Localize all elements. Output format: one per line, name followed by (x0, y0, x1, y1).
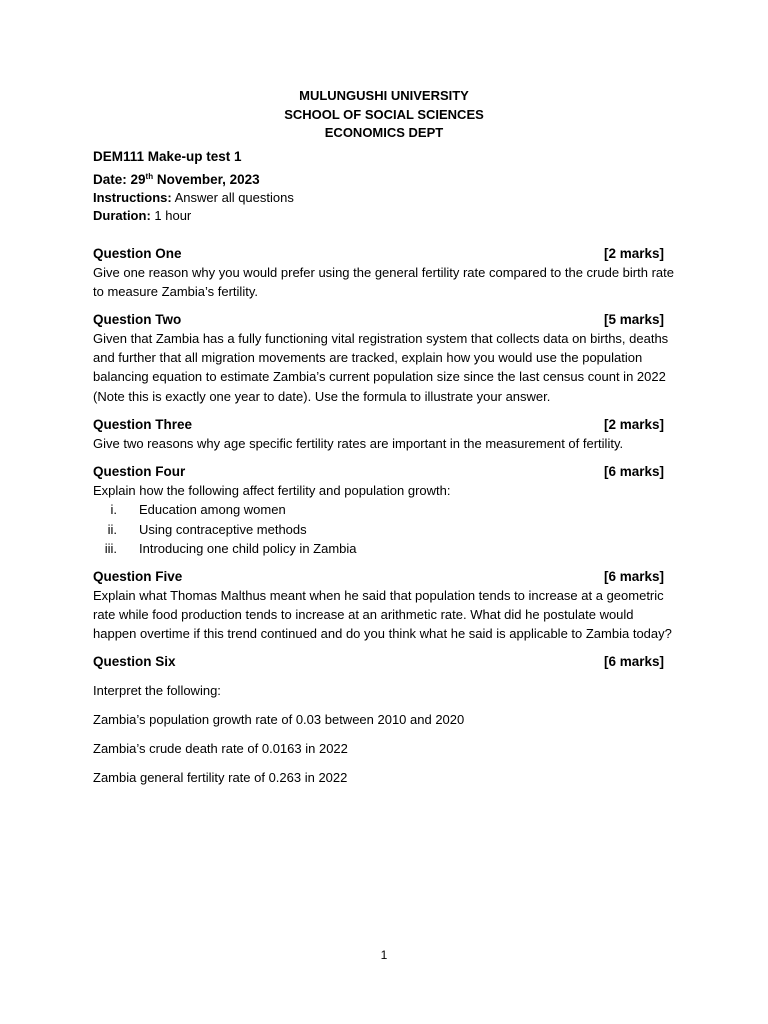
test-title: DEM111 Make-up test 1 (93, 148, 242, 164)
question-paragraph: Zambia’s crude death rate of 0.0163 in 2022 (93, 741, 348, 757)
question-marks: [6 marks] (603, 654, 664, 670)
date-rest: November, 2023 (153, 171, 260, 187)
question-title: Question Five (93, 568, 183, 584)
question-text: Explain what Thomas Malthus meant when he said that population tends to increase at a geometric rate while food production tends to increase at an arithmetic rate. What did he postulate would happen overtime if this trend continued and do you think what he said is applicable to Zambia today? (93, 587, 672, 642)
department-name: ECONOMICS DEPT (324, 125, 444, 140)
question-text: Given that Zambia has a fully functioning vital registration system that collects data on births, deaths and further that all migration movements are tracked, explain how you would use the population balancing equation to estimate Zambia’s current population size since the last census count in 2022 (Note this is exactly one year to date). Use the formula to illustrate your answer. (93, 330, 669, 404)
list-item-text: Introducing one child policy in Zambia (139, 541, 357, 557)
question-six (93, 652, 675, 787)
list-item (93, 520, 675, 540)
duration-value: 1 hour (150, 207, 192, 223)
question-list (93, 500, 675, 559)
list-item (93, 539, 675, 559)
question-header (93, 415, 664, 434)
question-paragraph: Zambia general fertility rate of 0.263 in 2022 (93, 770, 348, 786)
question-marks: [2 marks] (603, 416, 664, 432)
list-item (93, 500, 675, 520)
date-label: Date: 29 (93, 171, 146, 187)
question-title: Question Six (93, 654, 176, 670)
test-date (93, 170, 675, 189)
document-header (93, 87, 675, 143)
question-marks: [6 marks] (603, 463, 664, 479)
duration-key: Duration: (93, 207, 151, 223)
instructions-key: Instructions: (93, 189, 172, 205)
question-text: Give two reasons why age specific fertility rates are important in the measurement of fertility. (93, 435, 624, 451)
question-title: Question Three (93, 416, 193, 432)
question-marks: [5 marks] (603, 311, 664, 327)
list-item-number: ii. (107, 521, 117, 537)
question-paragraph: Zambia’s population growth rate of 0.03 between 2010 and 2020 (93, 712, 465, 728)
instructions-line (93, 189, 675, 207)
question-three (93, 415, 675, 453)
question-header (93, 567, 664, 586)
question-title: Question Four (93, 463, 186, 479)
question-title: Question Two (93, 311, 182, 327)
list-item-text: Using contraceptive methods (139, 521, 307, 537)
question-text: Give one reason why you would prefer using the general fertility rate compared to the crude birth rate to measure Zambia’s fertility. (93, 264, 674, 299)
list-item-text: Education among women (139, 502, 286, 518)
question-header (93, 462, 664, 481)
question-marks: [2 marks] (603, 245, 664, 261)
duration-line (93, 207, 675, 225)
university-name: MULUNGUSHI UNIVERSITY (299, 88, 469, 103)
question-two (93, 310, 675, 406)
question-text: Explain how the following affect fertility and population growth: (93, 482, 451, 498)
school-name: SCHOOL OF SOCIAL SCIENCES (284, 106, 484, 122)
document-page (93, 87, 675, 787)
question-header (93, 652, 664, 671)
list-item-number: iii. (104, 541, 117, 557)
question-header (93, 244, 664, 263)
question-five (93, 567, 675, 644)
question-marks: [6 marks] (603, 568, 664, 584)
question-title: Question One (93, 245, 182, 261)
date-superscript: th (145, 171, 154, 181)
list-item-number: i. (110, 502, 117, 518)
question-header (93, 310, 664, 329)
instructions-value: Answer all questions (171, 189, 294, 205)
question-one (93, 244, 675, 301)
page-number: 1 (380, 948, 388, 962)
question-paragraph: Interpret the following: (93, 683, 221, 699)
question-four (93, 462, 675, 559)
